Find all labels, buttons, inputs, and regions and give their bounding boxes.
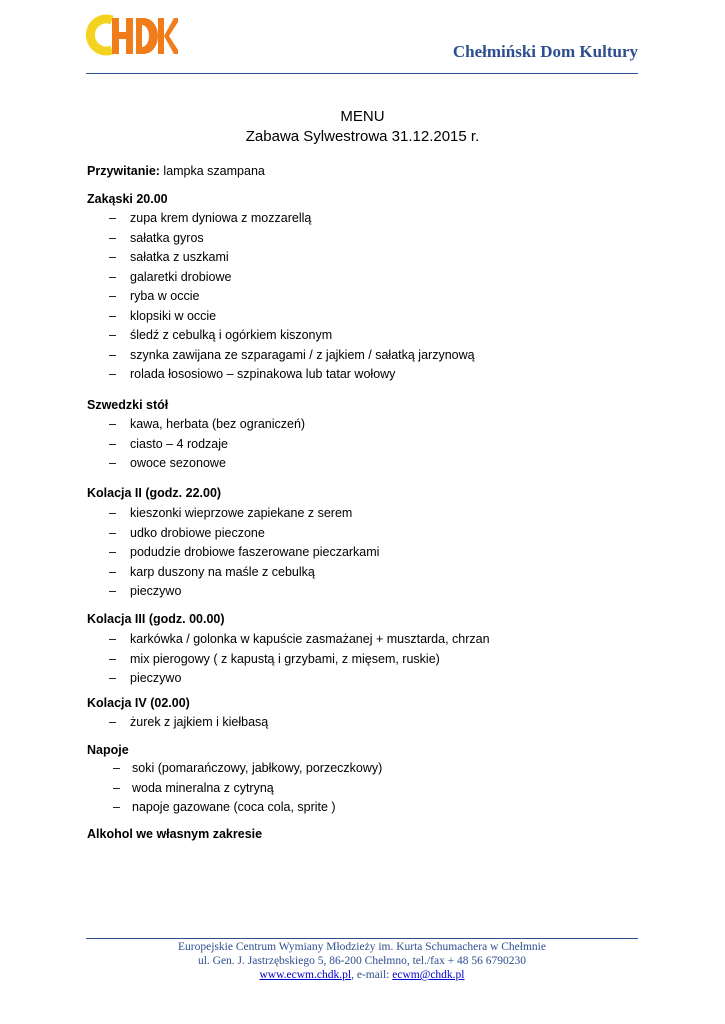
email-prefix: , e-mail: xyxy=(351,969,393,981)
list-item-text: pieczywo xyxy=(130,584,182,598)
dash-bullet: – xyxy=(109,269,116,284)
email-link[interactable]: ecwm@chdk.pl xyxy=(392,969,465,981)
event-title: Zabawa Sylwestrowa 31.12.2015 r. xyxy=(245,128,480,145)
alcohol-note: Alkohol we własnym zakresie xyxy=(87,827,263,841)
organization-name: Chełmiński Dom Kultury xyxy=(452,42,638,61)
list-item-text: rolada łososiowo – szpinakowa lub tatar wołowy xyxy=(130,367,396,381)
list-item-text: żurek z jajkiem i kiełbasą xyxy=(130,715,269,729)
footer-line-address: ul. Gen. J. Jastrzębskiego 5, 86-200 Chełmno, tel./fax + 48 56 6790230 xyxy=(197,955,527,967)
list-item-text: zupa krem dyniowa z mozzarellą xyxy=(130,211,312,225)
dash-bullet: – xyxy=(109,671,116,685)
dash-bullet: – xyxy=(109,230,116,245)
dash-bullet: – xyxy=(109,328,116,342)
dash-bullet: – xyxy=(113,761,120,775)
section-heading: Zakąski 20.00 xyxy=(87,192,168,206)
dash-bullet: – xyxy=(109,250,116,264)
list-item-text: owoce sezonowe xyxy=(130,456,226,470)
dash-bullet: – xyxy=(113,800,120,814)
list-item-text: kieszonki wieprzowe zapiekane z serem xyxy=(130,506,353,520)
list-item-text: karkówka / golonka w kapuście zasmażanej + musztarda, chrzan xyxy=(130,632,490,646)
dash-bullet: – xyxy=(109,632,116,646)
header-divider xyxy=(86,73,638,74)
dash-bullet: – xyxy=(113,780,120,795)
list-item-text: kawa, herbata (bez ograniczeń) xyxy=(130,417,306,431)
chdk-logo xyxy=(86,12,178,60)
dash-bullet: – xyxy=(109,545,116,559)
list-item-text: podudzie drobiowe faszerowane pieczarkami xyxy=(130,545,380,559)
list-item-text: mix pierogowy ( z kapustą i grzybami, z mięsem, ruskie) xyxy=(130,651,440,666)
dash-bullet: – xyxy=(109,289,116,303)
dash-bullet: – xyxy=(109,584,116,598)
footer-line-contact xyxy=(86,969,638,981)
section-heading: Kolacja III (godz. 00.00) xyxy=(87,612,225,626)
section-heading: Napoje xyxy=(87,743,129,757)
dash-bullet: – xyxy=(109,367,116,381)
dash-bullet: – xyxy=(109,436,116,451)
list-item-text: ciasto – 4 rodzaje xyxy=(130,436,228,451)
welcome-line xyxy=(87,164,265,178)
section-heading: Szwedzki stół xyxy=(87,398,169,412)
dash-bullet: – xyxy=(109,651,116,666)
dash-bullet: – xyxy=(109,506,116,520)
list-item-text: woda mineralna z cytryną xyxy=(132,780,274,795)
list-item-text: soki (pomarańczowy, jabłkowy, porzeczkowy) xyxy=(132,761,383,775)
dash-bullet: – xyxy=(109,347,116,362)
list-item-text: udko drobiowe pieczone xyxy=(130,525,265,540)
footer-divider xyxy=(86,938,638,939)
dash-bullet: – xyxy=(109,525,116,540)
list-item-text: napoje gazowane (coca cola, sprite ) xyxy=(132,800,336,814)
section-heading: Kolacja II (godz. 22.00) xyxy=(87,486,222,500)
dash-bullet: – xyxy=(109,715,116,729)
dash-bullet: – xyxy=(109,417,116,431)
list-item-text: sałatka gyros xyxy=(130,230,204,245)
list-item-text: galaretki drobiowe xyxy=(130,269,232,284)
dash-bullet: – xyxy=(109,308,116,323)
document-header xyxy=(86,12,638,76)
website-link[interactable]: www.ecwm.chdk.pl xyxy=(259,969,352,981)
list-item-text: ryba w occie xyxy=(130,289,200,303)
menu-title: MENU xyxy=(340,108,385,125)
list-item-text: pieczywo xyxy=(130,671,182,685)
dash-bullet: – xyxy=(109,564,116,579)
footer-line-organization: Europejskie Centrum Wymiany Młodzieży im. Kurta Schumachera w Chełmnie xyxy=(178,941,546,953)
list-item-text: szynka zawijana ze szparagami / z jajkiem / sałatką jarzynową xyxy=(130,347,475,362)
list-item-text: sałatka z uszkami xyxy=(130,250,229,264)
list-item-text: śledź z cebulką i ogórkiem kiszonym xyxy=(130,328,333,342)
welcome-label: Przywitanie: xyxy=(87,164,160,178)
dash-bullet: – xyxy=(109,211,116,225)
list-item-text: klopsiki w occie xyxy=(130,308,217,323)
list-item-text: karp duszony na maśle z cebulką xyxy=(130,564,315,579)
welcome-value: lampka szampana xyxy=(159,164,265,178)
dash-bullet: – xyxy=(109,456,116,470)
section-heading: Kolacja IV (02.00) xyxy=(87,696,190,710)
